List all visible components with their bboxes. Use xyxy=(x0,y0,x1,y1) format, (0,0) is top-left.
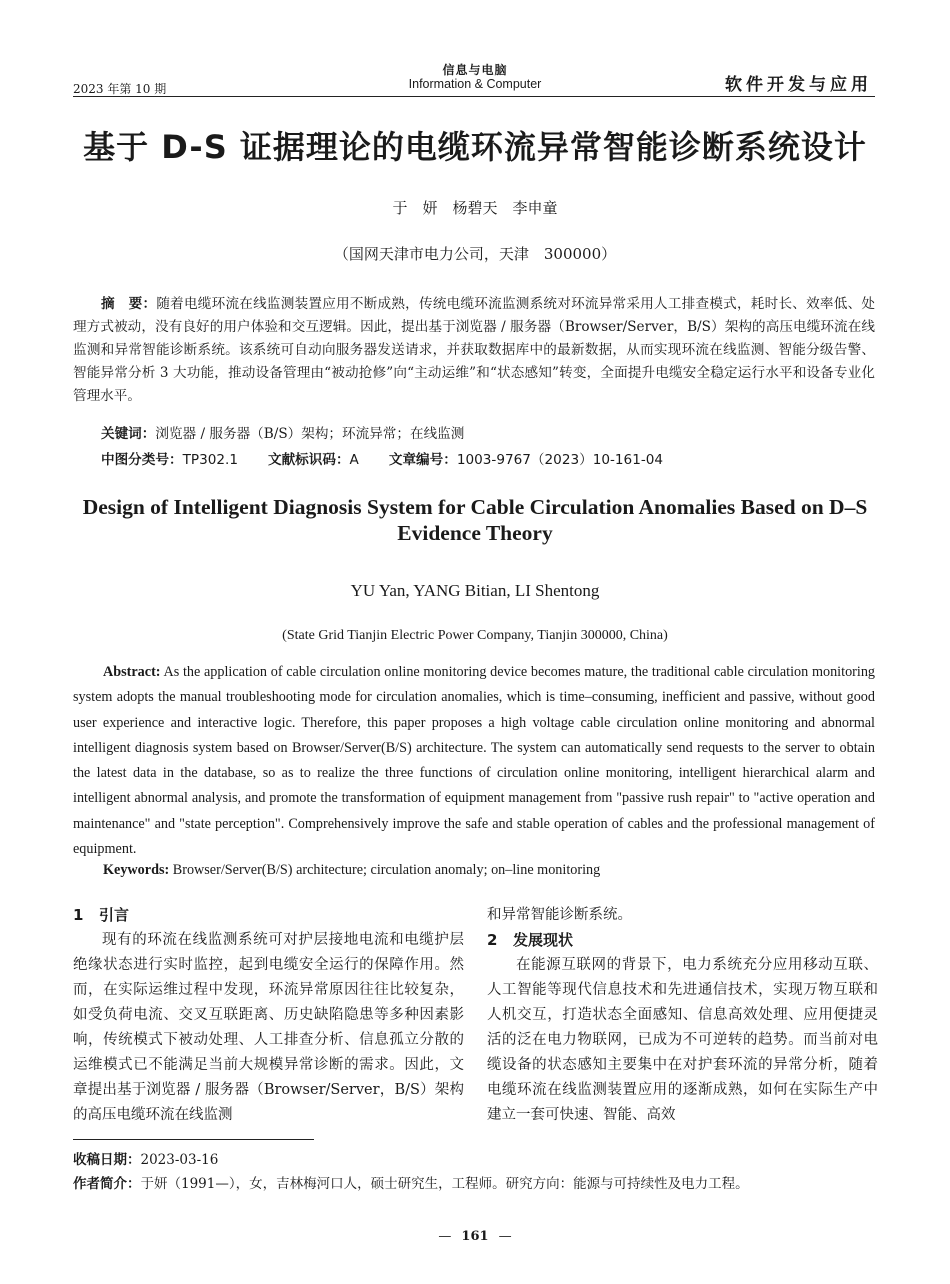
abstract-cn-text: 随着电缆环流在线监测装置应用不断成熟，传统电缆环流监测系统对环流异常采用人工排查模式，耗时长、效率低、处理方式被动，没有良好的用户体验和交互逻辑。因此，提出基于浏览器 / 服务器（Browser/Server，B/S）架构的高压电缆环流在线监测和异常智能诊断系统。该系统可自动向服务器发送请求，并获取数据库中的最新数据，从而实现环流在线监测、智能分级告警、智能异常分析 3 大功能，推动设备管理由“被动抢修”向“主动运维”和“状态感知”转变，全面提升电缆安全稳定运行水平和设备专业化管理水平。 xyxy=(73,296,876,404)
section-1-title: 引言 xyxy=(99,906,130,924)
author-bio-value: 于妍（1991—），女，吉林梅河口人，硕士研究生，工程师。研究方向：能源与可持续性及电力工程。 xyxy=(140,1176,749,1192)
section-2-paragraph: 在能源互联网的背景下，电力系统充分应用移动互联、人工智能等现代信息技术和先进通信技术，实现万物互联和人机交互，打造状态全面感知、信息高效处理、应用便捷灵活的泛在电力物联网，已成为不可逆转的趋势。而当前对电缆设备的状态感知主要集中在对护套环流的异常分析，随着电缆环流在线监测装置应用的逐渐成熟，如何在实际生产中建立一套可快速、智能、高效 xyxy=(487,957,878,1123)
authors-en: YU Yan, YANG Bitian, LI Shentong xyxy=(350,581,600,600)
keywords-cn-label: 关键词： xyxy=(101,426,156,442)
section-2-title: 发展现状 xyxy=(513,931,574,949)
received-value: 2023-03-16 xyxy=(140,1152,219,1168)
section-2-number: 2 xyxy=(487,931,498,949)
header-issue: 2023 年第 10 期 xyxy=(73,82,167,96)
clc-value: TP302.1 xyxy=(182,452,238,468)
section-1-paragraph: 现有的环流在线监测系统可对护层接地电流和电缆护层绝缘状态进行实时监控，起到电缆安全运行的保障作用。然而，在实际运维过程中发现，环流异常原因往往比较复杂，如受负荷电流、交叉互联距离、历史缺陷隐患等多种因素影响，传统模式下被动处理、人工排查分析、信息孤立分散的运维模式已不能满足当前大规模异常诊断的需求。因此，文章提出基于浏览器 / 服务器（Browser/Server，B/S）架构的高压电缆环流在线监测 xyxy=(73,932,464,1123)
keywords-en xyxy=(103,862,875,879)
keywords-cn-text: 浏览器 / 服务器（B/S）架构；环流异常；在线监测 xyxy=(155,426,465,442)
abstract-cn-label: 摘 要： xyxy=(101,296,157,312)
abstract-en-label: Abstract: xyxy=(103,664,161,680)
keywords-cn xyxy=(101,422,875,442)
body-column-left xyxy=(73,903,464,1128)
header-section: 软件开发与应用 xyxy=(725,75,872,95)
doc-code-label: 文献标识码： xyxy=(267,452,350,468)
abstract-en xyxy=(73,660,875,862)
authors-cn: 于 妍 杨碧天 李申童 xyxy=(392,199,558,217)
section-heading-1 xyxy=(73,903,464,928)
author-bio-label: 作者简介： xyxy=(73,1176,141,1192)
article-no-label: 文章编号： xyxy=(388,452,457,468)
keywords-en-label: Keywords: xyxy=(103,862,170,878)
affiliation-cn: （国网天津市电力公司，天津 300000） xyxy=(333,245,617,263)
body-column-right xyxy=(487,903,878,1128)
journal-name-cn: 信息与电脑 xyxy=(442,63,508,77)
abstract-cn xyxy=(73,293,875,408)
paper-title-cn: 基于 D-S 证据理论的电缆环流异常智能诊断系统设计 xyxy=(83,128,867,166)
page-dash-left: — xyxy=(438,1229,452,1244)
journal-name-en: Information & Computer xyxy=(408,77,542,91)
doc-code-value: A xyxy=(349,452,359,468)
footnote-rule xyxy=(73,1139,314,1140)
clc-label: 中图分类号： xyxy=(101,452,183,468)
section-1-number: 1 xyxy=(73,906,84,924)
header-rule xyxy=(73,96,875,97)
footnote-author xyxy=(73,1172,890,1192)
page-dash-right: — xyxy=(498,1229,512,1244)
section-1-continued: 和异常智能诊断系统。 xyxy=(487,907,632,923)
header-journal xyxy=(375,63,575,91)
page-number xyxy=(0,1229,950,1244)
section-heading-2 xyxy=(487,928,878,953)
affiliation-en: (State Grid Tianjin Electric Power Company, Tianjin 300000, China) xyxy=(282,628,668,643)
received-label: 收稿日期： xyxy=(73,1152,141,1168)
paper-title-en: Design of Intelligent Diagnosis System for Cable Circulation Anomalies Based on D–S Evidence Theory xyxy=(82,495,868,545)
classification-line xyxy=(101,448,875,468)
article-no-value: 1003-9767（2023）10-161-04 xyxy=(456,452,664,468)
page-number-value: 161 xyxy=(461,1229,489,1244)
keywords-en-text: Browser/Server(B/S) architecture; circulation anomaly; on–line monitoring xyxy=(172,862,601,878)
abstract-en-text: As the application of cable circulation online monitoring device becomes mature, the traditional cable circulation monitoring system adopts the manual troubleshooting mode for circulation anomalies, which is time–consuming, inefficient and passive, without good user experience and interactive logic. Therefore, this paper proposes a high voltage cable circulation online monitoring and abnormal intelligent diagnosis system based on Browser/Server(B/S) architecture. The system can automatically send requests to the server to obtain the latest data in the database, so as to realize the three functions of circulation online monitoring, intelligent hierarchical alarm and intelligent abnormal analysis, and promote the transformation of equipment management from "passive rush repair" to "active operation and maintenance" and "state perception". Comprehensively improve the safe and stable operation of cables and the professional management of equipment. xyxy=(73,664,876,858)
footnote-received xyxy=(73,1148,890,1168)
